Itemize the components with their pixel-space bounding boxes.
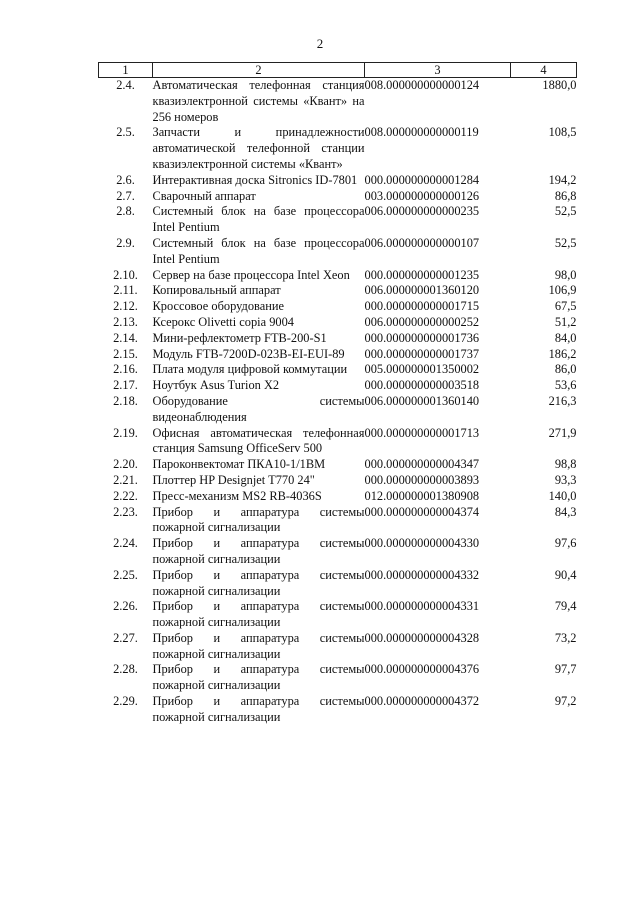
inventory-code: 000.000000000001715 xyxy=(364,299,480,314)
inventory-code: 000.000000000004372 xyxy=(364,694,480,709)
row-number: 2.28. xyxy=(113,662,138,677)
item-name: Плоттер HP Designjet T770 24" xyxy=(152,472,315,487)
table-row xyxy=(99,536,577,568)
item-name: Системный блок на базе процессора Intel Pentium xyxy=(152,204,365,235)
item-value: 98,8 xyxy=(554,457,577,472)
table-row xyxy=(99,394,577,426)
item-name: Копировальный аппарат xyxy=(152,283,281,298)
item-name: Сварочный аппарат xyxy=(152,188,256,203)
row-number: 2.18. xyxy=(113,393,138,408)
table-row xyxy=(99,631,577,663)
item-value: 97,2 xyxy=(554,694,577,709)
item-name: Кроссовое оборудование xyxy=(152,299,284,314)
item-name: Прибор и аппаратура системы пожарной сигнализации xyxy=(152,567,365,598)
inventory-code: 005.000000001350002 xyxy=(364,362,480,377)
item-name: Прибор и аппаратура системы пожарной сигнализации xyxy=(152,504,365,535)
item-value: 271,9 xyxy=(548,425,577,440)
column-header: 3 xyxy=(365,63,511,78)
row-number: 2.16. xyxy=(113,362,138,377)
item-value: 52,5 xyxy=(554,204,577,219)
item-value: 98,0 xyxy=(554,267,577,282)
item-value: 52,5 xyxy=(554,235,577,250)
table-row xyxy=(99,599,577,631)
item-value: 1880,0 xyxy=(542,78,577,92)
table-row xyxy=(99,378,577,394)
table-row xyxy=(99,473,577,489)
inventory-code: 000.000000000004374 xyxy=(364,504,480,519)
item-value: 86,8 xyxy=(554,188,577,203)
table-row xyxy=(99,426,577,458)
item-value: 186,2 xyxy=(548,346,577,361)
table-row xyxy=(99,283,577,299)
inventory-code: 000.000000000001736 xyxy=(364,330,480,345)
page-number: 2 xyxy=(316,36,324,51)
table-header xyxy=(99,63,577,78)
item-value: 86,0 xyxy=(554,362,577,377)
item-name: Прибор и аппаратура системы пожарной сигнализации xyxy=(152,536,365,566)
inventory-code: 000.000000000004376 xyxy=(364,662,480,677)
inventory-code: 000.000000000001284 xyxy=(364,172,480,187)
item-name: Прибор и аппаратура системы пожарной сигнализации xyxy=(152,630,365,661)
inventory-code: 006.000000000000252 xyxy=(364,314,480,329)
row-number: 2.11. xyxy=(113,283,138,298)
inventory-code: 000.000000000001235 xyxy=(364,267,480,282)
item-value: 97,7 xyxy=(554,662,577,677)
table-row xyxy=(99,489,577,505)
item-value: 106,9 xyxy=(548,283,577,298)
inventory-code: 000.000000000001737 xyxy=(364,346,480,361)
row-number: 2.10. xyxy=(113,267,138,282)
inventory-table xyxy=(98,62,577,726)
inventory-code: 006.000000000000235 xyxy=(364,204,480,219)
row-number: 2.6. xyxy=(116,172,135,187)
inventory-code: 006.000000001360140 xyxy=(364,393,480,408)
inventory-code: 012.000000001380908 xyxy=(364,488,480,503)
table-row xyxy=(99,315,577,331)
item-name: Офисная автоматическая телефонная станция Samsung OfficeServ 500 xyxy=(152,425,365,456)
item-value: 84,3 xyxy=(554,504,577,519)
row-number: 2.12. xyxy=(113,299,138,314)
item-value: 79,4 xyxy=(554,599,577,614)
table-row xyxy=(99,362,577,378)
item-value: 93,3 xyxy=(554,472,577,487)
table-row xyxy=(99,662,577,694)
inventory-code: 008.000000000000119 xyxy=(364,125,479,140)
item-name: Оборудование системы видеонаблюдения xyxy=(152,393,365,424)
row-number: 2.14. xyxy=(113,330,138,345)
item-name: Прибор и аппаратура системы пожарной сигнализации xyxy=(152,599,365,630)
item-name: Плата модуля цифровой коммутации xyxy=(152,362,348,377)
item-name: Автоматическая телефонная станция квазиэлектронной системы «Квант» на 256 номеров xyxy=(152,78,365,124)
inventory-code: 000.000000000004328 xyxy=(364,630,480,645)
row-number: 2.9. xyxy=(116,235,135,250)
column-header: 2 xyxy=(153,63,365,78)
item-name: Системный блок на базе процессора Intel Pentium xyxy=(152,235,365,266)
row-number: 2.29. xyxy=(113,694,138,709)
table-row xyxy=(99,347,577,363)
item-name: Запчасти и принадлежности автоматической телефонной станции квазиэлектронной системы «Квант» xyxy=(152,125,365,171)
inventory-code: 006.000000001360120 xyxy=(364,283,480,298)
table-body xyxy=(99,78,577,726)
table-row xyxy=(99,78,577,126)
table-row xyxy=(99,331,577,347)
row-number: 2.5. xyxy=(116,125,135,140)
row-number: 2.15. xyxy=(113,346,138,361)
table-row xyxy=(99,268,577,284)
item-name: Прибор и аппаратура системы пожарной сигнализации xyxy=(152,662,365,693)
row-number: 2.7. xyxy=(116,188,135,203)
inventory-code: 000.000000000004331 xyxy=(364,599,480,614)
row-number: 2.22. xyxy=(113,488,138,503)
table-row xyxy=(99,505,577,537)
inventory-code: 000.000000000001713 xyxy=(364,425,480,440)
row-number: 2.23. xyxy=(113,504,138,519)
item-value: 140,0 xyxy=(548,488,577,503)
row-number: 2.4. xyxy=(116,78,135,92)
table-row xyxy=(99,457,577,473)
row-number: 2.25. xyxy=(113,567,138,582)
item-value: 67,5 xyxy=(554,299,577,314)
table-row xyxy=(99,568,577,600)
table-row xyxy=(99,173,577,189)
table-row xyxy=(99,694,577,726)
item-value: 194,2 xyxy=(548,172,577,187)
row-number: 2.26. xyxy=(113,599,138,614)
item-name: Ксерокс Olivetti copia 9004 xyxy=(152,314,294,329)
item-value: 73,2 xyxy=(554,630,577,645)
item-name: Мини-рефлектометр FTB-200-S1 xyxy=(152,330,327,345)
table-row xyxy=(99,204,577,236)
row-number: 2.13. xyxy=(113,314,138,329)
column-header: 4 xyxy=(511,63,577,78)
item-value: 90,4 xyxy=(554,567,577,582)
table-row xyxy=(99,299,577,315)
table-row xyxy=(99,189,577,205)
inventory-code: 000.000000000004347 xyxy=(364,457,480,472)
item-name: Пароконвектомат ПКА10-1/1ВМ xyxy=(152,457,326,472)
item-name: Модуль FTB-7200D-023B-EI-EUI-89 xyxy=(152,346,345,361)
item-name: Ноутбук Asus Turion X2 xyxy=(152,378,280,393)
row-number: 2.20. xyxy=(113,457,138,472)
row-number: 2.19. xyxy=(113,425,138,440)
item-value: 216,3 xyxy=(548,393,577,408)
item-value: 51,2 xyxy=(554,314,577,329)
column-header: 1 xyxy=(99,63,153,78)
item-name: Сервер на базе процессора Intel Xeon xyxy=(152,267,350,282)
inventory-code: 000.000000000004330 xyxy=(364,536,480,551)
inventory-code: 000.000000000003893 xyxy=(364,472,480,487)
table-row xyxy=(99,236,577,268)
item-value: 53,6 xyxy=(554,378,577,393)
inventory-code: 003.000000000000126 xyxy=(364,188,480,203)
inventory-code: 006.000000000000107 xyxy=(364,235,480,250)
row-number: 2.24. xyxy=(113,536,138,551)
item-name: Интерактивная доска Sitronics ID-7801 xyxy=(152,172,358,187)
row-number: 2.27. xyxy=(113,630,138,645)
row-number: 2.8. xyxy=(116,204,135,219)
item-value: 84,0 xyxy=(554,330,577,345)
item-value: 108,5 xyxy=(548,125,577,140)
inventory-code: 008.000000000000124 xyxy=(364,78,480,92)
inventory-code: 000.000000000004332 xyxy=(364,567,480,582)
item-value: 97,6 xyxy=(554,536,577,551)
table-row xyxy=(99,125,577,172)
item-name: Прибор и аппаратура системы пожарной сигнализации xyxy=(152,694,365,724)
row-number: 2.17. xyxy=(113,378,138,393)
row-number: 2.21. xyxy=(113,472,138,487)
item-name: Пресс-механизм MS2 RB-4036S xyxy=(152,488,322,503)
inventory-code: 000.000000000003518 xyxy=(364,378,480,393)
